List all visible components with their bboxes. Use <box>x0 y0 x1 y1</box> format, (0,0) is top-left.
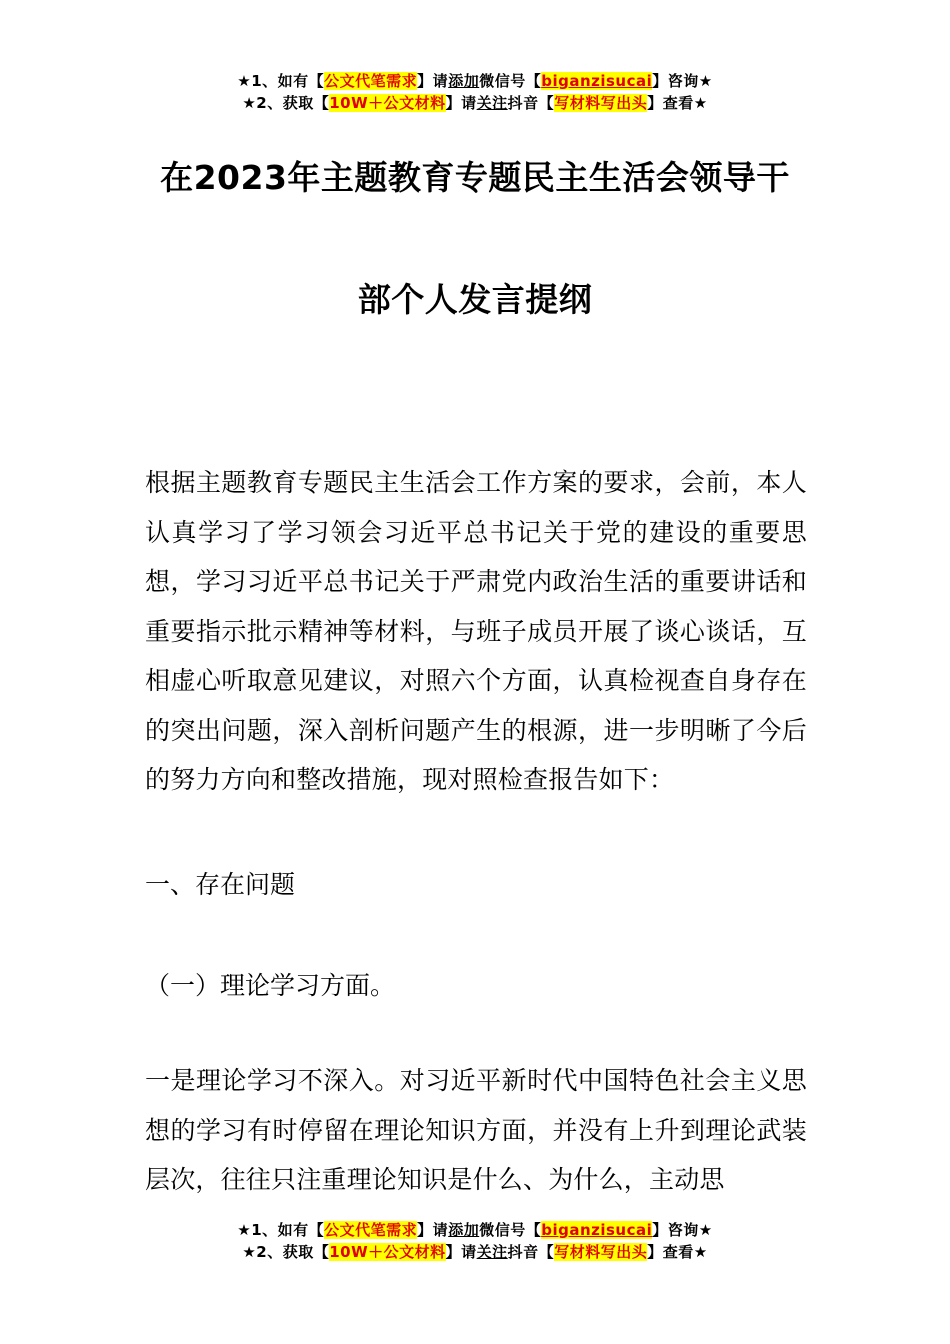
banner-line-2 <box>0 1241 950 1263</box>
banner-text: 】请 <box>445 94 477 112</box>
banner-highlight: 公文代笔需求 <box>324 72 418 90</box>
banner-highlight: 写材料写出头 <box>554 94 648 112</box>
banner-underline: 关注 <box>476 94 508 112</box>
banner-text: 】请 <box>445 1243 477 1261</box>
banner-text: 微信号【 <box>479 72 542 90</box>
banner-text: 抖音【 <box>507 94 555 112</box>
banner-highlight: 10W＋公文材料 <box>329 94 446 112</box>
banner-text: 】请 <box>417 1221 449 1239</box>
intro-paragraph: 根据主题教育专题民主生活会工作方案的要求，会前，本人认真学习了学习领会习近平总书记关于党的建设的重要思想，学习习近平总书记关于严肃党内政治生活的重要讲话和重要指示批示精神等材料，与班子成员开展了谈心谈话，互相虚心听取意见建议，对照六个方面，认真检视查自身存在的突出问题，深入剖析问题产生的根源，进一步明晰了今后的努力方向和整改措施，现对照检查报告如下： <box>145 468 807 794</box>
subsection-heading: （一）理论学习方面。 <box>145 971 396 1000</box>
banner-underline: 添加 <box>448 72 480 90</box>
banner-highlight: 10W＋公文材料 <box>329 1243 446 1261</box>
banner-text: 抖音【 <box>507 1243 555 1261</box>
banner-text: 】咨询★ <box>652 72 713 90</box>
banner-line-1 <box>0 1219 950 1241</box>
banner-text: ★2、获取【 <box>242 1243 330 1261</box>
banner-underline: 关注 <box>476 1243 508 1261</box>
banner-text: 】咨询★ <box>652 1221 713 1239</box>
wechat-id-highlight: biganzisucai <box>541 72 653 90</box>
point-paragraph: 一是理论学习不深入。对习近平新时代中国特色社会主义思想的学习有时停留在理论知识方面，并没有上升到理论武装层次，往往只注重理论知识是什么、为什么，主动思 <box>145 1066 807 1194</box>
banner-underline: 添加 <box>448 1221 480 1239</box>
banner-line-2 <box>0 92 950 114</box>
top-banner <box>0 70 950 114</box>
banner-highlight: 公文代笔需求 <box>324 1221 418 1239</box>
banner-text: ★1、如有【 <box>237 72 325 90</box>
banner-text: 】请 <box>417 72 449 90</box>
banner-text: 】查看★ <box>647 1243 708 1261</box>
document-title-line-2: 部个人发言提纲 <box>357 280 593 319</box>
banner-line-1 <box>0 70 950 92</box>
bottom-banner <box>0 1219 950 1263</box>
document-title-line-1: 在2023年主题教育专题民主生活会领导干 <box>160 158 790 197</box>
wechat-id-highlight: biganzisucai <box>541 1221 653 1239</box>
banner-text: 】查看★ <box>647 94 708 112</box>
banner-text: ★1、如有【 <box>237 1221 325 1239</box>
banner-highlight: 写材料写出头 <box>554 1243 648 1261</box>
banner-text: ★2、获取【 <box>242 94 330 112</box>
section-heading: 一、存在问题 <box>145 870 296 899</box>
banner-text: 微信号【 <box>479 1221 542 1239</box>
